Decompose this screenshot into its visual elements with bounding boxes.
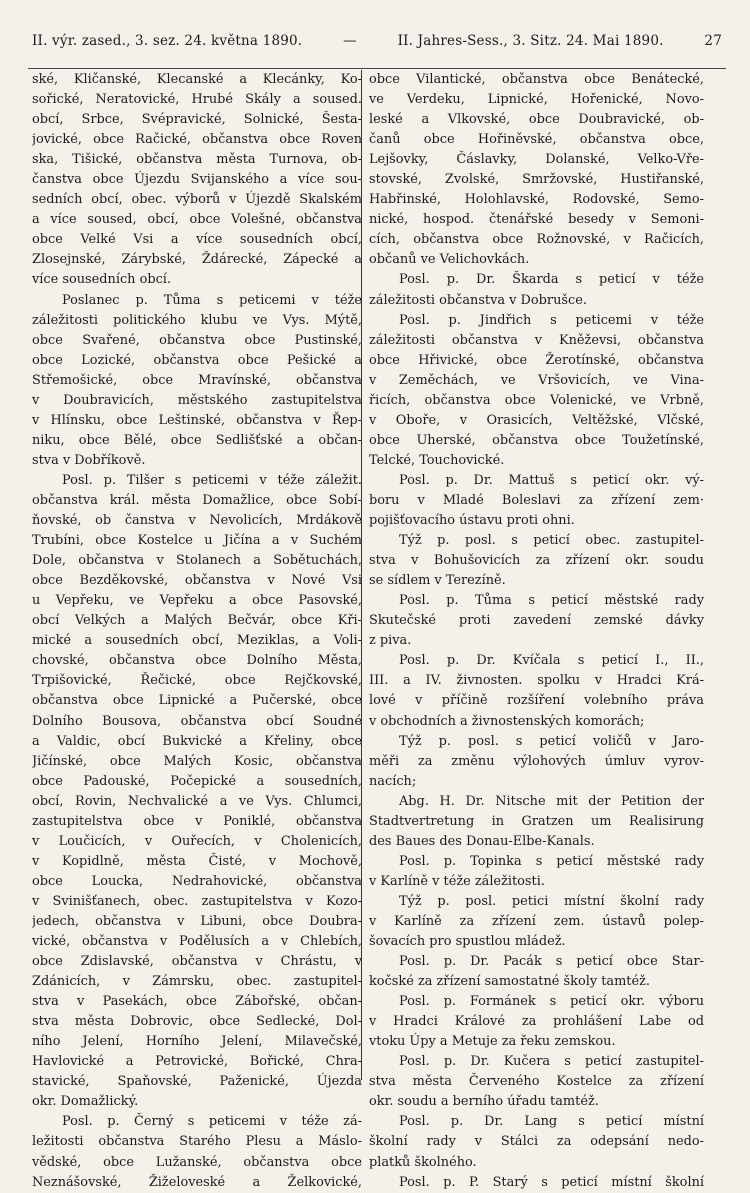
text-line: řicích, občanstva obce Volenické, ve Vrbně, xyxy=(369,392,704,408)
text-line: Posl. p. Dr. Kučera s peticí zastupitel- xyxy=(399,1054,704,1070)
text-line: sedních obcí, obec. výborů v Újezdě Skalském xyxy=(32,192,362,208)
text-line: chovské, občanstva obce Dolního Města, xyxy=(32,653,362,669)
text-line: Zlosejnské, Zárybské, Ždárecké, Zápecké a xyxy=(32,252,362,268)
text-line: ska, Tišické, občanstva města Turnova, ob- xyxy=(32,152,362,168)
text-line: pojišťovacího ústavu proti ohni. xyxy=(369,513,575,529)
text-line: se sídlem v Terezíně. xyxy=(369,573,506,589)
text-line: u Vepřeku, ve Vepřeku a obce Pasovské, xyxy=(32,593,362,609)
text-line: obce Hřivické, obce Žerotínské, občanstva xyxy=(369,352,704,368)
text-line: více sousedních obcí. xyxy=(32,272,172,288)
text-line: des Baues des Donau-Elbe-Kanals. xyxy=(369,833,595,849)
text-line: Posl. p. Dr. Lang s peticí místní xyxy=(399,1114,704,1130)
text-line: Posl. p. Jindřich s peticemi v téže xyxy=(399,312,704,328)
right-column xyxy=(369,70,704,1193)
text-line: jovické, obce Račické, občanstva obce Roven xyxy=(32,132,362,148)
text-line: ležitosti občanstva Starého Plesu a Máslo- xyxy=(32,1134,362,1150)
text-line: obce Uherské, občanstva obce Toužetínské, xyxy=(369,432,704,448)
text-line: záležitosti občanstva v Kněževsi, občanstva xyxy=(369,332,704,348)
text-line: Střemošické, obce Mravínské, občanstva xyxy=(32,372,362,388)
text-line: obcí, Rovin, Nechvalické a ve Vys. Chlumci, xyxy=(32,793,362,809)
text-line: Lejšovky, Čáslavky, Dolanské, Velko-Vře- xyxy=(369,152,704,168)
text-line: sořické, Neratovické, Hrubé Skály a soused. xyxy=(32,92,362,108)
text-line: Posl. p. Černý s peticemi v téže zá- xyxy=(62,1114,362,1130)
text-line: Posl. p. P. Starý s peticí místní školní xyxy=(399,1174,704,1190)
text-line: III. a IV. živnosten. spolku v Hradci Krá- xyxy=(369,673,704,689)
text-line: Posl. p. Dr. Pacák s peticí obce Star- xyxy=(399,954,704,970)
text-line: leské a Vlkovské, obce Doubravické, ob- xyxy=(369,112,704,128)
text-line: ve Verdeku, Lipnické, Hořenické, Novo- xyxy=(369,92,704,108)
text-line: kočské za zřízení samostatné školy tamtéž. xyxy=(369,974,650,990)
left-column xyxy=(32,70,362,1193)
text-line: Posl. p. Tůma s peticí městské rady xyxy=(399,593,704,609)
text-line: mické a sousedních obcí, Meziklas, a Voli- xyxy=(32,633,362,649)
text-line: obce Zdislavské, občanstva v Chrástu, v xyxy=(32,954,362,970)
text-line: čanů obce Hořiněvské, občanstva obce, xyxy=(369,132,704,148)
text-line: stva v Dobříkově. xyxy=(32,452,146,468)
text-line: Posl. p. Dr. Mattuš s peticí okr. vý- xyxy=(399,472,704,488)
text-line: stavické, Spaňovské, Paženické, Újezda xyxy=(32,1074,362,1090)
text-line: okr. soudu a berního úřadu tamtéž. xyxy=(369,1094,599,1110)
page-number: 27 xyxy=(704,33,722,49)
text-line: nacích; xyxy=(369,773,417,789)
text-line: stva v Bohušovicích za zřízení okr. soudu xyxy=(369,553,704,569)
text-line: Jičínské, obce Malých Kosic, občanstva xyxy=(32,753,362,769)
text-line: záležitosti politického klubu ve Vys. Mýtě, xyxy=(32,312,362,328)
text-line: a více soused, obcí, obce Volešné, občanstva xyxy=(32,212,362,228)
text-line: Abg. H. Dr. Nitsche mit der Petition der xyxy=(399,793,704,809)
text-line: stovské, Zvolské, Smržovské, Hustiřanské, xyxy=(369,172,704,188)
text-line: obce Padouské, Počepické a sousedních, xyxy=(32,773,362,789)
text-line: niku, obce Bělé, obce Sedlišťské a občan- xyxy=(32,432,362,448)
text-line: Habřinské, Holohlavské, Rodovské, Semo- xyxy=(369,192,704,208)
text-line: Dole, občanstva v Stolanech a Sobětuchách, xyxy=(32,553,362,569)
text-line: vické, občanstva v Podělusích a v Chlebích, xyxy=(32,934,362,950)
text-line: vědské, obce Lužanské, občanstva obce xyxy=(32,1154,362,1170)
text-line: čanstva obce Újezdu Svijanského a více sou- xyxy=(32,172,362,188)
text-line: Posl. p. Dr. Škarda s peticí v téže xyxy=(399,272,704,288)
text-line: ního Jelení, Horního Jelení, Milavečské, xyxy=(32,1034,362,1050)
text-line: obce Vilantické, občanstva obce Benátecké, xyxy=(369,72,704,87)
text-line: Trubíni, obce Kostelce u Jičína a v Suchém xyxy=(32,533,362,549)
text-line: v Oboře, v Orasicích, Veltěžské, Vlčské, xyxy=(369,412,704,428)
text-line: platků školného. xyxy=(369,1154,477,1170)
header-dash: — xyxy=(343,33,357,49)
text-line: školní rady v Stálci za odepsání nedo- xyxy=(369,1134,704,1150)
text-line: obcí, Srbce, Svépravické, Solnické, Šesta- xyxy=(32,112,362,128)
text-line: nické, hospod. čtenářské besedy v Semoni- xyxy=(369,212,704,228)
text-line: v Hradci Králové za prohlášení Labe od xyxy=(369,1014,704,1030)
column-divider xyxy=(361,70,362,1080)
text-line: ské, Kličanské, Klecanské a Klecánky, Ko- xyxy=(32,72,362,87)
text-line: stva města Červeného Kostelce za zřízení xyxy=(369,1074,704,1090)
running-header xyxy=(32,33,722,49)
header-left: II. výr. zased., 3. sez. 24. května 1890. xyxy=(32,33,303,49)
text-line: stva v Pasekách, obce Zábořské, občan- xyxy=(32,994,362,1010)
text-line: Poslanec p. Tůma s peticemi v téže xyxy=(62,292,362,308)
text-line: Posl. p. Tilšer s peticemi v téže záležit. xyxy=(62,472,362,488)
text-line: v Kopidlně, města Čisté, v Mochově, xyxy=(32,853,362,869)
header-right: II. Jahres-Sess., 3. Sitz. 24. Mai 1890. xyxy=(397,33,664,49)
text-line: Posl. p. Formánek s peticí okr. výboru xyxy=(399,994,704,1010)
text-line: vtoku Úpy a Metuje za řeku zemskou. xyxy=(369,1034,616,1050)
header-rule xyxy=(28,68,726,69)
text-line: záležitosti občanstva v Dobrušce. xyxy=(369,292,587,308)
text-line: v Loučicích, v Ouřecích, v Cholenicích, xyxy=(32,833,362,849)
text-line: Zdánicích, v Zámrsku, obec. zastupitel- xyxy=(32,974,362,990)
text-line: v Hlínsku, obce Leštinské, občanstva v Řep- xyxy=(32,412,362,428)
text-line: lové v příčině rozšíření volebního práva xyxy=(369,693,704,709)
text-line: Stadtvertretung in Gratzen um Realisirung xyxy=(369,813,704,829)
text-line: Posl. p. Topinka s peticí městské rady xyxy=(399,853,704,869)
text-line: Posl. p. Dr. Kvíčala s peticí I., II., xyxy=(399,653,704,669)
text-line: stva města Dobrovic, obce Sedlecké, Dol- xyxy=(32,1014,362,1030)
text-line: v Svinišťanech, obec. zastupitelstva v Kozo- xyxy=(32,893,362,909)
text-line: Telcké, Touchovické. xyxy=(369,452,505,468)
text-line: jedech, občanstva v Libuni, obce Doubra- xyxy=(32,913,362,929)
text-line: obcí Velkých a Malých Bečvár, obce Kři- xyxy=(32,613,362,629)
text-line: Týž p. posl. s peticí voličů v Jaro- xyxy=(399,733,704,749)
text-line: a Valdic, obcí Bukvické a Křeliny, obce xyxy=(32,733,362,749)
text-line: obce Lozické, občanstva obce Pešické a xyxy=(32,352,362,368)
text-line: měři za změnu výlohových úmluv vyrov- xyxy=(369,753,704,769)
text-line: v Doubravicích, městského zastupitelstva xyxy=(32,392,362,408)
text-line: v obchodních a živnostenských komorách; xyxy=(369,713,645,729)
text-line: boru v Mladé Boleslavi za zřízení zem· xyxy=(369,492,704,508)
text-line: šovacích pro spustlou mládež. xyxy=(369,934,566,950)
text-line: občanů ve Velichovkách. xyxy=(369,252,530,268)
text-line: občanstva král. města Domažlice, obce Sobí- xyxy=(32,492,362,508)
text-line: v Zeměchách, ve Vršovicích, ve Vina- xyxy=(369,372,704,388)
text-line: v Karlíně v téže záležitosti. xyxy=(369,873,545,889)
text-line: v Karlíně za zřízení zem. ústavů polep- xyxy=(369,913,704,929)
text-line: cích, občanstva obce Rožnovské, v Račicích, xyxy=(369,232,704,248)
text-line: Neznášovské, Žiželoveské a Želkovické, xyxy=(32,1174,362,1190)
text-line: Trpišovické, Řečické, obce Rejčkovské, xyxy=(32,673,362,689)
text-line: obce Svařené, občanstva obce Pustinské, xyxy=(32,332,362,348)
text-line: z piva. xyxy=(369,633,412,649)
text-line: obce Bezděkovské, občanstva v Nové Vsi xyxy=(32,573,362,589)
text-line: Havlovické a Petrovické, Bořické, Chra- xyxy=(32,1054,362,1070)
text-line: okr. Domažlický. xyxy=(32,1094,139,1110)
text-line: ňovské, ob čanstva v Nevolicích, Mrdákově xyxy=(32,513,362,529)
text-line: Týž p. posl. s peticí obec. zastupitel- xyxy=(399,533,704,549)
text-line: Skutečské proti zavedení zemské dávky xyxy=(369,613,704,629)
text-line: zastupitelstva obce v Poniklé, občanstva xyxy=(32,813,362,829)
text-line: občanstva obce Lipnické a Pučerské, obce xyxy=(32,693,362,709)
text-line: obce Loucka, Nedrahovické, občanstva xyxy=(32,873,362,889)
text-line: obce Velké Vsi a více sousedních obcí, xyxy=(32,232,362,248)
text-line: Týž p. posl. petici místní školní rady xyxy=(399,893,704,909)
text-line: Dolního Bousova, občanstva obcí Soudné xyxy=(32,713,362,729)
